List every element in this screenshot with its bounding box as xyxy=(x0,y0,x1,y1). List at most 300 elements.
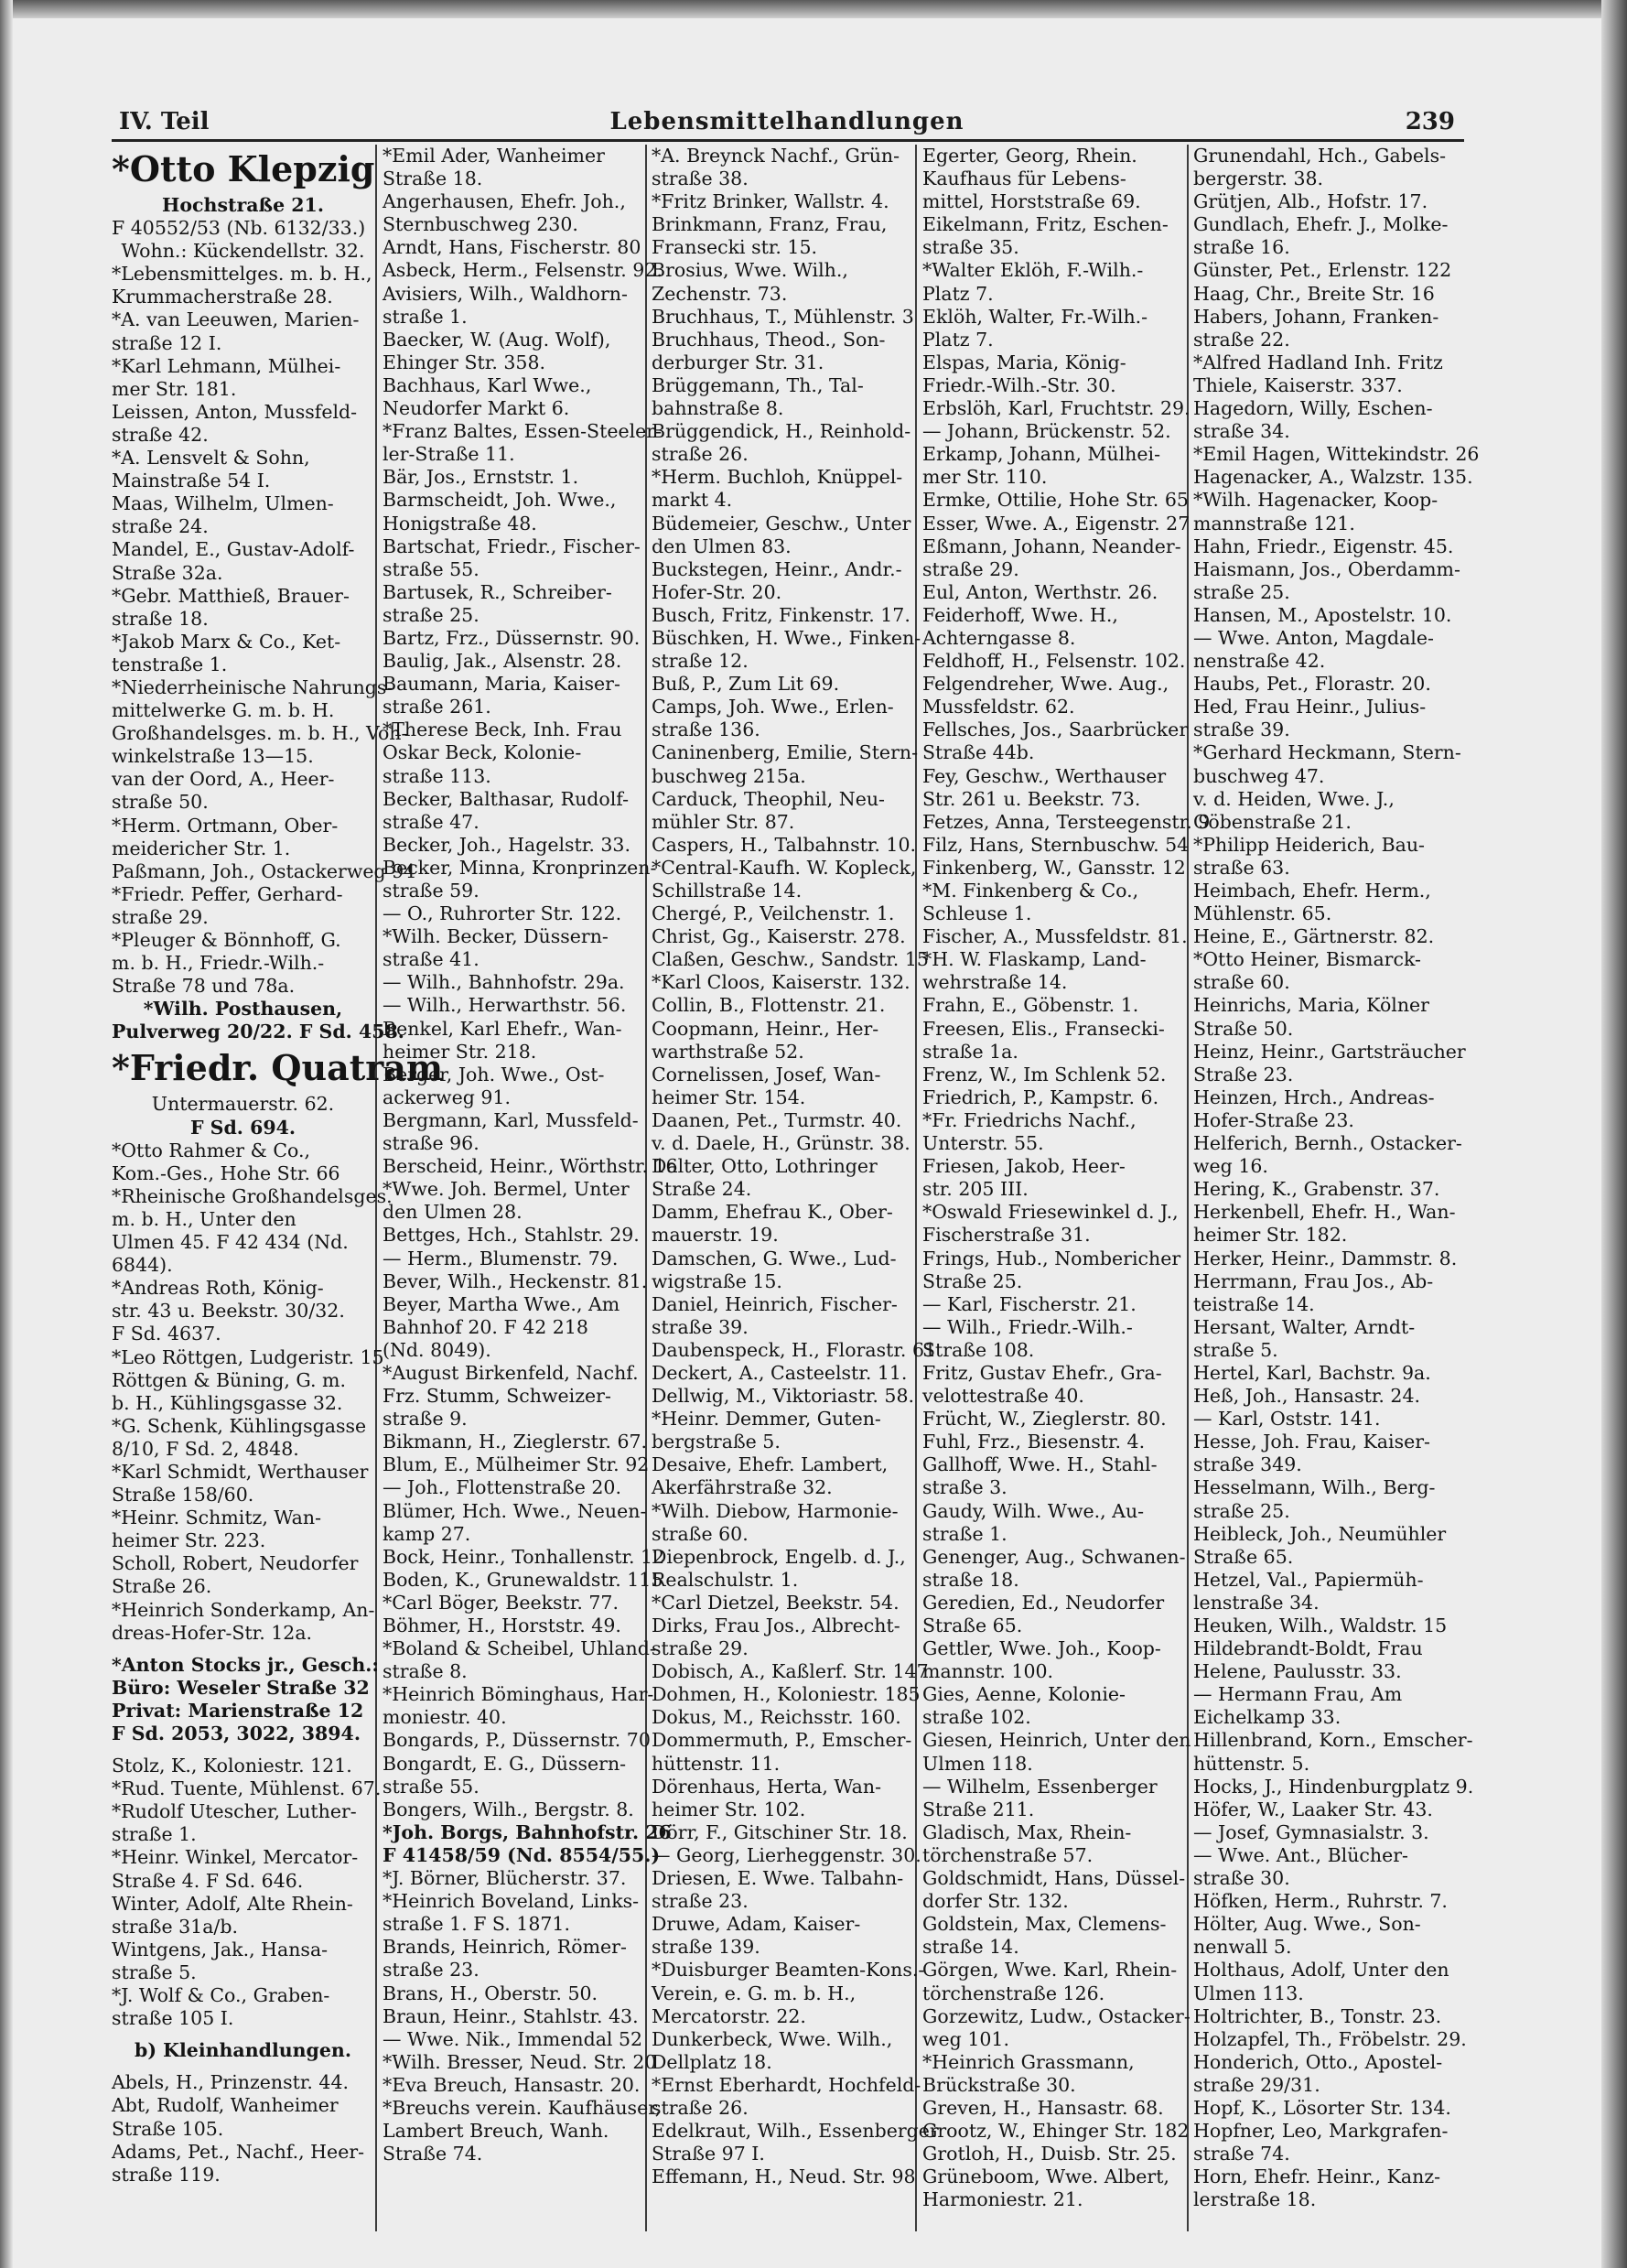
directory-entry-line: Ehinger Str. 358. xyxy=(383,351,546,373)
directory-entry-line: v. d. Heiden, Wwe. J., xyxy=(1193,787,1395,810)
directory-entry-line: Untermauerstr. 62. xyxy=(151,1093,335,1116)
directory-entry-line: (Nd. 8049). xyxy=(383,1338,491,1361)
directory-entry-line: *Heinr. Winkel, Mercator- xyxy=(112,1846,359,1869)
directory-entry-line: Holthaus, Adolf, Unter den xyxy=(1193,1959,1449,1982)
directory-entry-line: heimer Str. 223. xyxy=(112,1529,266,1552)
directory-entry-line: Bettges, Hch., Stahlstr. 29. xyxy=(383,1224,640,1247)
directory-entry-line: *Alfred Hadland Inh. Fritz xyxy=(1193,351,1443,373)
directory-entry-line: Hildebrandt-Boldt, Frau xyxy=(1193,1637,1423,1660)
directory-entry-line: Braun, Heinr., Stahlstr. 43. xyxy=(383,2004,639,2027)
directory-entry-line: — Wilh., Friedr.-Wilh.- xyxy=(922,1315,1133,1338)
directory-entry-line: Hering, K., Grabenstr. 37. xyxy=(1193,1178,1440,1201)
directory-entry-line: Straße 158/60. xyxy=(112,1484,254,1507)
directory-entry-line: *A. Lensvelt & Sohn, xyxy=(112,447,310,470)
spacer xyxy=(112,1645,374,1654)
directory-entry-line: straße 1a. xyxy=(922,1040,1018,1063)
directory-entry-line: *Friedr. Quatram xyxy=(112,1047,444,1089)
directory-entry-line: Privat: Marienstraße 12 xyxy=(112,1699,364,1722)
directory-entry-line: Oskar Beck, Kolonie- xyxy=(383,741,582,764)
directory-entry-line: buschweg 47. xyxy=(1193,764,1325,787)
directory-entry-line: 6844). xyxy=(112,1254,173,1277)
directory-entry-line: Pulverweg 20/22. F Sd. 458. xyxy=(112,1021,404,1043)
directory-entry-line: *Therese Beck, Inh. Frau xyxy=(383,718,622,741)
directory-entry-line: Gorzewitz, Ludw., Ostacker- xyxy=(922,2004,1191,2027)
directory-entry-line: Bartz, Frz., Düssernstr. 90. xyxy=(383,626,641,649)
directory-entry-line: Egerter, Georg, Rhein. xyxy=(922,145,1137,167)
directory-entry-line: Brüggendick, H., Reinhold- xyxy=(652,420,911,443)
directory-entry-line: Frz. Stumm, Schweizer- xyxy=(383,1385,611,1408)
directory-entry-line: Heinrichs, Maria, Kölner xyxy=(1193,994,1429,1017)
directory-entry-line: straße 1. F S. 1871. xyxy=(383,1913,570,1936)
directory-entry-line: Busch, Fritz, Finkenstr. 17. xyxy=(652,603,910,626)
directory-entry-line: Deckert, A., Casteelstr. 11. xyxy=(652,1361,908,1384)
directory-entry-line: Ulmen 113. xyxy=(1193,1982,1304,2004)
directory-entry-line: Göbenstraße 21. xyxy=(1193,810,1352,833)
directory-entry-line: *Herm. Ortmann, Ober- xyxy=(112,814,339,837)
directory-entry-line: Hagenacker, A., Walzstr. 135. xyxy=(1193,466,1473,489)
directory-entry-line: *Karl Schmidt, Werthauser xyxy=(112,1460,369,1483)
directory-entry-line: Adams, Pet., Nachf., Heer- xyxy=(112,2140,365,2163)
directory-entry-line: straße 25. xyxy=(383,603,479,626)
directory-entry-line: *Philipp Heiderich, Bau- xyxy=(1193,833,1425,856)
directory-entry-line: Damschen, G. Wwe., Lud- xyxy=(652,1247,897,1269)
directory-entry-line: Felgendreher, Wwe. Aug., xyxy=(922,673,1169,696)
directory-entry-line: Thiele, Kaiserstr. 337. xyxy=(1193,373,1403,396)
directory-entry-line: Stolz, K., Koloniestr. 121. xyxy=(112,1755,352,1777)
directory-entry-line: derburger Str. 31. xyxy=(652,351,824,373)
directory-entry-line: straße 14. xyxy=(922,1936,1019,1959)
directory-entry-line: den Ulmen 83. xyxy=(652,535,792,557)
directory-entry-line: — Johann, Brückenstr. 52. xyxy=(922,420,1171,443)
directory-entry-line: straße 30. xyxy=(1193,1867,1290,1890)
directory-entry-line: *Heinrich Sonderkamp, An- xyxy=(112,1598,375,1621)
directory-entry-line: *Gebr. Matthieß, Brauer- xyxy=(112,584,350,607)
directory-entry-line: Hersant, Walter, Arndt- xyxy=(1193,1315,1416,1338)
directory-entry-line: *Wilh. Diebow, Harmonie- xyxy=(652,1499,899,1522)
directory-entry-line: Dokus, M., Reichsstr. 160. xyxy=(652,1706,901,1729)
directory-entry-line: *Gerhard Heckmann, Stern- xyxy=(1193,741,1461,764)
directory-entry-line: straße 23. xyxy=(652,1890,749,1913)
directory-entry-line: Bartschat, Friedr., Fischer- xyxy=(383,535,641,557)
directory-entry-line: Friedr.-Wilh.-Str. 30. xyxy=(922,373,1116,396)
directory-entry-line: Fellsches, Jos., Saarbrücker xyxy=(922,718,1189,741)
directory-entry-line: straße 1. xyxy=(112,1823,197,1846)
directory-entry-line: Hopf, K., Lösorter Str. 134. xyxy=(1193,2096,1451,2119)
directory-entry-line: Geredien, Ed., Neudorfer xyxy=(922,1591,1165,1614)
directory-entry-line: Leissen, Anton, Mussfeld- xyxy=(112,400,358,423)
directory-entry-line: Böhmer, H., Horststr. 49. xyxy=(383,1615,621,1636)
directory-entry-line: straße 29. xyxy=(652,1637,749,1660)
directory-column xyxy=(1193,145,1480,2231)
directory-entry-line: F 40552/53 (Nb. 6132/33.) xyxy=(112,217,366,240)
directory-entry-line: Akerfährstraße 32. xyxy=(652,1476,833,1499)
directory-entry-line: straße 9. xyxy=(383,1408,468,1431)
directory-entry-line: Hofer-Straße 23. xyxy=(1193,1108,1354,1131)
directory-entry-line: dorfer Str. 132. xyxy=(922,1890,1069,1913)
directory-entry-line: *Duisburger Beamten-Kons.- xyxy=(652,1959,925,1982)
directory-entry-line: bergstraße 5. xyxy=(652,1431,781,1453)
directory-entry-line: Eichelkamp 33. xyxy=(1193,1706,1341,1729)
directory-entry-line: Görgen, Wwe. Karl, Rhein- xyxy=(922,1959,1178,1982)
directory-entry-line: nenwall 5. xyxy=(1193,1936,1292,1959)
directory-entry-line: Bartusek, R., Schreiber- xyxy=(383,580,612,603)
directory-entry-line: straße 5. xyxy=(112,1960,197,1983)
spacer xyxy=(112,1745,374,1755)
directory-entry-line: Krummacherstraße 28. xyxy=(112,286,333,308)
directory-entry-line: Frahn, E., Göbenstr. 1. xyxy=(922,994,1139,1017)
directory-entry-line: Straße 24. xyxy=(652,1178,752,1201)
spacer xyxy=(112,2030,374,2039)
directory-entry-line: Hölter, Aug. Wwe., Son- xyxy=(1193,1913,1421,1936)
directory-entry-line: Brosius, Wwe. Wilh., xyxy=(652,259,848,282)
directory-entry-line: *Walter Eklöh, F.-Wilh.- xyxy=(922,259,1144,282)
directory-entry-line: *August Birkenfeld, Nachf. xyxy=(383,1361,639,1384)
directory-entry-line: Damm, Ehefrau K., Ober- xyxy=(652,1201,893,1224)
directory-entry-line: Barmscheidt, Joh. Wwe., xyxy=(383,489,617,512)
directory-entry-line: *Otto Rahmer & Co., xyxy=(112,1139,311,1161)
directory-entry-line: bahnstraße 8. xyxy=(652,397,784,420)
directory-entry-line: Straße 50. xyxy=(1193,1017,1294,1040)
directory-entry-line: Brands, Heinrich, Römer- xyxy=(383,1936,627,1959)
directory-entry-line: Effemann, H., Neud. Str. 98 xyxy=(652,2165,916,2188)
directory-entry-line: Gladisch, Max, Rhein- xyxy=(922,1820,1132,1843)
directory-entry-line: straße 113. xyxy=(383,764,491,787)
directory-entry-line: Elspas, Maria, König- xyxy=(922,351,1126,373)
directory-entry-line: mittel, Horststraße 69. xyxy=(922,190,1141,213)
directory-entry-line: Herker, Heinr., Dammstr. 8. xyxy=(1193,1247,1458,1269)
directory-entry-line: straße 119. xyxy=(112,2163,221,2186)
directory-entry-line: kamp 27. xyxy=(383,1522,471,1545)
directory-entry-line: Goldstein, Max, Clemens- xyxy=(922,1913,1167,1936)
directory-entry-line: — Karl, Fischerstr. 21. xyxy=(922,1292,1137,1315)
directory-entry-line: — Wwe. Anton, Magdale- xyxy=(1193,626,1434,649)
directory-entry-line: straße 63. xyxy=(1193,856,1290,879)
scan-edge-top xyxy=(0,0,1627,18)
directory-entry-line: — Karl, Oststr. 141. xyxy=(1193,1408,1381,1431)
directory-entry-line: Habers, Johann, Franken- xyxy=(1193,305,1439,328)
directory-entry-line: — Georg, Lierheggenstr. 30. xyxy=(652,1843,921,1866)
directory-entry-line: — Wilh., Bahnhofstr. 29a. xyxy=(383,971,625,994)
directory-entry-line: Friesen, Jakob, Heer- xyxy=(922,1155,1126,1178)
directory-entry-line: Hed, Frau Heinr., Julius- xyxy=(1193,696,1427,718)
directory-entry-line: — Herm., Blumenstr. 79. xyxy=(383,1247,619,1269)
directory-entry-line: Erkamp, Johann, Mülhei- xyxy=(922,443,1160,466)
directory-entry-line: Günster, Pet., Erlenstr. 122 xyxy=(1193,259,1452,282)
directory-entry-line: Eul, Anton, Werthstr. 26. xyxy=(922,580,1158,603)
directory-entry-line: bergerstr. 38. xyxy=(1193,167,1324,190)
directory-entry-line: dreas-Hofer-Str. 12a. xyxy=(112,1621,313,1644)
directory-entry-line: Kom.-Ges., Hohe Str. 66 xyxy=(112,1161,340,1184)
directory-entry-line: Gallhoff, Wwe. H., Stahl- xyxy=(922,1453,1158,1476)
directory-entry-line: Chergé, P., Veilchenstr. 1. xyxy=(652,902,895,925)
directory-entry-line: Dellplatz 18. xyxy=(652,2050,772,2073)
directory-entry-line: Grütjen, Alb., Hofstr. 17. xyxy=(1193,190,1428,213)
directory-entry-line: Holzapfel, Th., Fröbelstr. 29. xyxy=(1193,2027,1467,2050)
directory-entry-line: Baumann, Maria, Kaiser- xyxy=(383,673,620,696)
directory-entry-line: Esser, Wwe. A., Eigenstr. 27 xyxy=(922,512,1191,535)
directory-entry-line: Feiderhoff, Wwe. H., xyxy=(922,603,1118,626)
directory-entry-line: Straße 65. xyxy=(1193,1545,1294,1568)
directory-entry-line: Straße 32a. xyxy=(112,561,223,584)
directory-entry-line: *Friedr. Peffer, Gerhard- xyxy=(112,882,343,905)
directory-entry-line: ler-Straße 11. xyxy=(383,443,515,466)
directory-entry-line: Haag, Chr., Breite Str. 16 xyxy=(1193,282,1435,305)
directory-entry-line: *Wilh. Bresser, Neud. Str. 20 xyxy=(383,2050,657,2073)
directory-entry-line: Finkenberg, W., Gansstr. 12 xyxy=(922,856,1186,879)
directory-entry-line: *Karl Cloos, Kaiserstr. 132. xyxy=(652,971,910,994)
directory-entry-line: Camps, Joh. Wwe., Erlen- xyxy=(652,696,894,718)
directory-entry-line: Brinkmann, Franz, Frau, xyxy=(652,213,888,236)
directory-entry-line: Kaufhaus für Lebens- xyxy=(922,167,1126,190)
directory-entry-line: straße 26. xyxy=(652,443,749,466)
directory-entry-line: weg 101. xyxy=(922,2027,1009,2050)
directory-entry-line: Bergmann, Karl, Mussfeld- xyxy=(383,1108,639,1131)
directory-entry-line: Dobisch, A., Kaßlerf. Str. 147 xyxy=(652,1660,929,1683)
directory-entry-line: Realschulstr. 1. xyxy=(652,1568,799,1591)
directory-entry-line: Ermke, Ottilie, Hohe Str. 65 xyxy=(922,489,1189,512)
directory-entry-line: straße 3. xyxy=(922,1476,1007,1499)
directory-entry-line: *Heinrich Grassmann, xyxy=(922,2050,1135,2073)
directory-entry-line: straße 34. xyxy=(1193,420,1290,443)
directory-entry-line: Straße 44b. xyxy=(922,741,1035,764)
directory-entry-line: meidericher Str. 1. xyxy=(112,837,291,859)
directory-entry-line: Wohn.: Kückendellstr. 32. xyxy=(121,240,365,263)
directory-entry-line: straße 39. xyxy=(1193,718,1290,741)
directory-entry-line: F 41458/59 (Nd. 8554/55.) xyxy=(383,1843,661,1866)
directory-entry-line: Erbslöh, Karl, Fruchtstr. 29. xyxy=(922,397,1191,420)
directory-entry-line: straße 39. xyxy=(652,1315,749,1338)
directory-entry-line: mer Str. 181. xyxy=(112,377,237,400)
directory-entry-line: Abt, Rudolf, Wanheimer xyxy=(112,2094,339,2117)
directory-entry-line: *Heinr. Demmer, Guten- xyxy=(652,1408,881,1431)
directory-entry-line: *Fr. Friedrichs Nachf., xyxy=(922,1108,1137,1131)
directory-entry-line: Mercatorstr. 22. xyxy=(652,2004,806,2027)
directory-entry-line: *Rheinische Großhandelsges. xyxy=(112,1184,393,1207)
directory-entry-line: *Niederrheinische Nahrungs- xyxy=(112,675,393,698)
directory-entry-line: Fuhl, Frz., Biesenstr. 4. xyxy=(922,1431,1146,1453)
directory-entry-line: Dunkerbeck, Wwe. Wilh., xyxy=(652,2027,893,2050)
directory-entry-line: Genenger, Aug., Schwanen- xyxy=(922,1545,1186,1568)
directory-entry-line: Holtrichter, B., Tonstr. 23. xyxy=(1193,2004,1442,2027)
directory-entry-line: nenstraße 42. xyxy=(1193,650,1326,673)
directory-entry-line: — Wwe. Nik., Immendal 52 xyxy=(383,2027,643,2050)
directory-entry-line: Heimbach, Ehefr. Herm., xyxy=(1193,880,1431,902)
directory-entry-line: Fritz, Gustav Ehefr., Gra- xyxy=(922,1361,1162,1384)
directory-entry-line: Bahnhof 20. F 42 218 xyxy=(383,1315,588,1338)
directory-entry-line: straße 1. xyxy=(922,1522,1007,1545)
directory-entry-line: Platz 7. xyxy=(922,282,994,305)
directory-entry-line: Paßmann, Joh., Ostackerweg 94 xyxy=(112,859,416,882)
directory-entry-line: Daniel, Heinrich, Fischer- xyxy=(652,1292,898,1315)
directory-entry-line: Heuken, Wilh., Waldstr. 15 xyxy=(1193,1615,1448,1636)
directory-entry-line: Bongers, Wilh., Bergstr. 8. xyxy=(383,1798,634,1820)
directory-entry-line: Zechenstr. 73. xyxy=(652,282,788,305)
directory-entry-line: Wintgens, Jak., Hansa- xyxy=(112,1938,329,1960)
directory-entry-line: Mandel, E., Gustav-Adolf- xyxy=(112,538,355,561)
directory-entry-line: m. b. H., Unter den xyxy=(112,1207,296,1230)
directory-entry-line: Büschken, H. Wwe., Finken- xyxy=(652,626,921,649)
directory-entry-line: markt 4. xyxy=(652,489,733,512)
directory-entry-line: *Carl Dietzel, Beekstr. 54. xyxy=(652,1591,900,1614)
directory-entry-line: *Breuchs verein. Kaufhäuser, xyxy=(383,2096,662,2119)
directory-entry-line: Scholl, Robert, Neudorfer xyxy=(112,1552,359,1575)
directory-entry-line: Collin, B., Flottenstr. 21. xyxy=(652,994,886,1017)
directory-entry-line: Gettler, Wwe. Joh., Koop- xyxy=(922,1637,1161,1660)
directory-entry-line: tenstraße 1. xyxy=(112,653,228,675)
directory-entry-line: den Ulmen 28. xyxy=(383,1201,523,1224)
directory-entry-line: straße 42. xyxy=(112,423,209,446)
directory-entry-line: — Josef, Gymnasialstr. 3. xyxy=(1193,1820,1429,1843)
directory-entry-line: Dellwig, M., Viktoriastr. 58. xyxy=(652,1385,914,1408)
directory-entry-line: Hansen, M., Apostelstr. 10. xyxy=(1193,603,1452,626)
directory-entry-line: straße 105 I. xyxy=(112,2007,234,2030)
directory-entry-line: Giesen, Heinrich, Unter den xyxy=(922,1729,1191,1752)
directory-entry-line: *Eva Breuch, Hansastr. 20. xyxy=(383,2073,641,2096)
directory-entry-line: Mainstraße 54 I. xyxy=(112,470,271,492)
directory-entry-line: Helene, Paulusstr. 33. xyxy=(1193,1660,1402,1683)
directory-entry-line: *H. W. Flaskamp, Land- xyxy=(922,948,1147,971)
directory-entry-line: straße 349. xyxy=(1193,1453,1302,1476)
directory-entry-line: Claßen, Geschw., Sandstr. 15 xyxy=(652,948,929,971)
directory-entry-line: heimer Str. 182. xyxy=(1193,1224,1348,1247)
directory-entry-line: mannstraße 121. xyxy=(1193,512,1355,535)
directory-entry-line: Frings, Hub., Nombericher xyxy=(922,1247,1181,1269)
scan-edge-right xyxy=(1601,0,1627,2268)
directory-entry-line: Platz 7. xyxy=(922,328,994,351)
directory-entry-line: Straße 26. xyxy=(112,1575,212,1598)
directory-entry-line: *Heinr. Schmitz, Wan- xyxy=(112,1507,322,1529)
directory-entry-line: Dohmen, H., Koloniestr. 185 xyxy=(652,1683,921,1706)
directory-entry-line: Horn, Ehefr. Heinr., Kanz- xyxy=(1193,2165,1441,2188)
directory-entry-line: straße 59. xyxy=(383,880,479,902)
directory-entry-line: Hocks, J., Hindenburgplatz 9. xyxy=(1193,1775,1474,1798)
directory-entry-line: Helferich, Bernh., Ostacker- xyxy=(1193,1132,1462,1155)
directory-entry-line: *Wwe. Joh. Bermel, Unter xyxy=(383,1178,630,1201)
directory-entry-line: Filz, Hans, Sternbuschw. 54 xyxy=(922,833,1190,856)
directory-entry-line: Straße 65. xyxy=(922,1615,1023,1636)
directory-entry-line: warthstraße 52. xyxy=(652,1040,804,1063)
directory-entry-line: Fransecki str. 15. xyxy=(652,236,818,259)
header-rule xyxy=(112,139,1464,142)
directory-entry-line: F Sd. 2053, 3022, 3894. xyxy=(112,1723,361,1744)
directory-entry-line: Hagedorn, Willy, Eschen- xyxy=(1193,397,1433,420)
directory-entry-line: straße 18. xyxy=(112,607,209,630)
directory-entry-line: straße 26. xyxy=(652,2096,749,2119)
directory-entry-line: Herrmann, Frau Jos., Ab- xyxy=(1193,1269,1434,1292)
directory-entry-line: *Wilh. Becker, Düssern- xyxy=(383,925,609,948)
directory-entry-line: Büro: Weseler Straße 32 xyxy=(112,1676,370,1699)
directory-entry-line: törchenstraße 57. xyxy=(922,1843,1094,1866)
directory-entry-line: ackerweg 91. xyxy=(383,1085,511,1108)
directory-entry-line: — O., Ruhrorter Str. 122. xyxy=(383,902,622,925)
directory-entry-line: straße 50. xyxy=(112,791,209,814)
directory-entry-line: str. 205 III. xyxy=(922,1178,1029,1201)
directory-entry-line: straße 55. xyxy=(383,557,479,580)
directory-entry-line: Berger, Joh. Wwe., Ost- xyxy=(383,1063,605,1085)
directory-entry-line: straße 25. xyxy=(1193,580,1290,603)
directory-entry-line: Frücht, W., Zieglerstr. 80. xyxy=(922,1408,1167,1431)
directory-entry-line: *M. Finkenberg & Co., xyxy=(922,880,1139,902)
directory-entry-line: — Joh., Flottenstraße 20. xyxy=(383,1476,621,1499)
directory-entry-line: törchenstraße 126. xyxy=(922,1982,1105,2004)
directory-entry-line: *Jakob Marx & Co., Ket- xyxy=(112,630,341,653)
directory-entry-line: Edelkraut, Wilh., Essenberger xyxy=(652,2120,939,2143)
directory-entry-line: Gies, Aenne, Kolonie- xyxy=(922,1683,1126,1706)
part-label: IV. Teil xyxy=(119,108,210,135)
directory-entry-line: Mussfeldstr. 62. xyxy=(922,696,1075,718)
directory-entry-line: Dalter, Otto, Lothringer xyxy=(652,1155,878,1178)
directory-entry-line: Höfken, Herm., Ruhrstr. 7. xyxy=(1193,1890,1448,1913)
directory-entry-line: *Heinrich Böminghaus, Har- xyxy=(383,1683,654,1706)
directory-entry-line: Benkel, Karl Ehefr., Wan- xyxy=(383,1017,622,1040)
directory-entry-line: Herkenbell, Ehefr. H., Wan- xyxy=(1193,1201,1456,1224)
directory-entry-line: Brans, H., Oberstr. 50. xyxy=(383,1982,598,2004)
directory-entry-line: Honigstraße 48. xyxy=(383,512,537,535)
directory-entry-line: Fetzes, Anna, Tersteegenstr. 9 xyxy=(922,810,1211,833)
directory-entry-line: Heibleck, Joh., Neumühler xyxy=(1193,1522,1447,1545)
directory-entry-line: *Wilh. Posthausen, xyxy=(143,998,343,1021)
directory-entry-line: Büdemeier, Geschw., Unter xyxy=(652,512,911,535)
directory-entry-line: mer Str. 110. xyxy=(922,466,1048,489)
directory-entry-line: *Andreas Roth, König- xyxy=(112,1277,324,1300)
page-number: 239 xyxy=(1405,108,1455,135)
directory-entry-line: Lambert Breuch, Wanh. xyxy=(383,2120,609,2143)
directory-entry-line: Bruchhaus, T., Mühlenstr. 3 xyxy=(652,305,914,328)
directory-entry-line: Sternbuschweg 230. xyxy=(383,213,578,236)
directory-entry-line: Buß, P., Zum Lit 69. xyxy=(652,673,840,696)
directory-entry-line: Neudorfer Markt 6. xyxy=(383,397,570,420)
directory-entry-line: Avisiers, Wilh., Waldhorn- xyxy=(383,282,628,305)
directory-entry-line: Desaive, Ehefr. Lambert, xyxy=(652,1453,889,1476)
directory-entry-line: Heinz, Heinr., Gartsträucher xyxy=(1193,1040,1466,1063)
directory-entry-line: Bongardt, E. G., Düssern- xyxy=(383,1752,627,1775)
directory-entry-line: Caspers, H., Talbahnstr. 10. xyxy=(652,833,917,856)
directory-entry-line: Freesen, Elis., Fransecki- xyxy=(922,1017,1165,1040)
directory-entry-line: Becker, Joh., Hagelstr. 33. xyxy=(383,833,630,856)
directory-entry-line: straße 29/31. xyxy=(1193,2073,1320,2096)
directory-entry-line: *Herm. Buchloh, Knüppel- xyxy=(652,466,903,489)
directory-column xyxy=(383,145,678,2231)
directory-entry-line: straße 1. xyxy=(383,305,468,328)
directory-entry-line: straße 136. xyxy=(652,718,760,741)
directory-entry-line: Baecker, W. (Aug. Wolf), xyxy=(383,328,611,351)
directory-entry-line: Daanen, Pet., Turmstr. 40. xyxy=(652,1108,902,1131)
directory-entry-line: Dörenhaus, Herta, Wan- xyxy=(652,1775,882,1798)
directory-entry-line: *Fritz Brinker, Wallstr. 4. xyxy=(652,190,889,213)
directory-entry-line: Becker, Minna, Kronprinzen- xyxy=(383,856,657,879)
directory-entry-line: *Heinrich Boveland, Links- xyxy=(383,1890,640,1913)
directory-entry-line: Straße 105. xyxy=(112,2117,224,2140)
directory-entry-line: *Ernst Eberhardt, Hochfeld- xyxy=(652,2073,921,2096)
directory-entry-line: hüttenstr. 5. xyxy=(1193,1752,1310,1775)
directory-entry-line: Dommermuth, P., Emscher- xyxy=(652,1729,912,1752)
directory-entry-line: heimer Str. 102. xyxy=(652,1798,806,1820)
directory-entry-line: *J. Börner, Blücherstr. 37. xyxy=(383,1867,627,1890)
directory-entry-line: straße 74. xyxy=(1193,2143,1290,2165)
directory-entry-line: straße 25. xyxy=(1193,1499,1290,1522)
directory-entry-line: Feldhoff, H., Felsenstr. 102. xyxy=(922,650,1186,673)
directory-entry-line: Hochstraße 21. xyxy=(162,194,324,216)
directory-entry-line: Honderich, Otto., Apostel- xyxy=(1193,2050,1443,2073)
directory-entry-line: *G. Schenk, Kühlingsgasse xyxy=(112,1414,367,1437)
directory-entry-line: straße 35. xyxy=(922,236,1019,259)
directory-entry-line: Ulmen 118. xyxy=(922,1752,1033,1775)
directory-entry-line: Dirks, Frau Jos., Albrecht- xyxy=(652,1615,900,1636)
directory-entry-line: Fischerstraße 31. xyxy=(922,1224,1091,1247)
directory-entry-line: straße 12. xyxy=(652,650,749,673)
directory-entry-line: Straße 108. xyxy=(922,1338,1035,1361)
directory-entry-line: Straße 97 I. xyxy=(652,2143,765,2165)
